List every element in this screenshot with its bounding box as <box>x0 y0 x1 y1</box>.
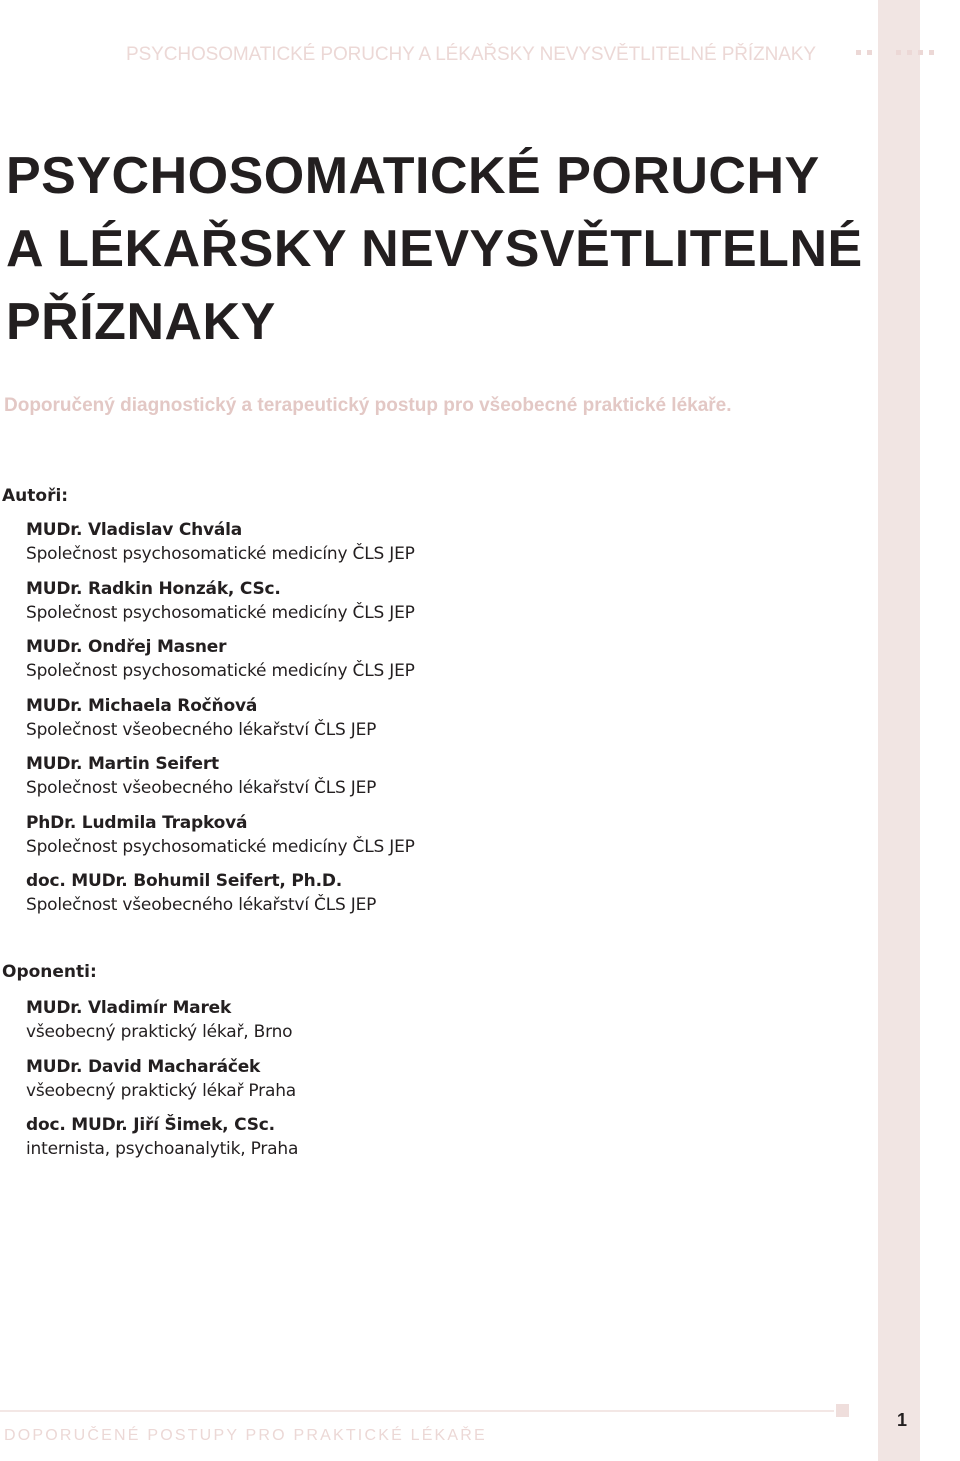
reviewer-affiliation: všeobecný praktický lékař Praha <box>26 1080 296 1101</box>
title-line: PŘÍZNAKY <box>6 293 276 351</box>
author-name: PhDr. Ludmila Trapková <box>26 812 248 833</box>
author-affiliation: Společnost psychosomatické medicíny ČLS JEP <box>26 544 415 564</box>
reviewers-heading: Oponenti: <box>2 962 97 982</box>
document-subtitle: Doporučený diagnostický a terapeutický postup pro všeobecné praktické lékaře. <box>4 395 732 416</box>
author-name: MUDr. Radkin Honzák, CSc. <box>26 578 281 599</box>
author-item <box>26 694 415 753</box>
author-affiliation: Společnost psychosomatické medicíny ČLS JEP <box>26 836 415 857</box>
author-name: MUDr. Michaela Ročňová <box>26 695 258 716</box>
reviewer-item <box>26 1055 298 1114</box>
reviewer-affiliation: internista, psychoanalytik, Praha <box>26 1139 299 1159</box>
author-item <box>26 518 415 577</box>
header-dots-ornament <box>856 50 934 55</box>
page-side-bar <box>878 0 920 1461</box>
title-line: PSYCHOSOMATICKÉ PORUCHY <box>6 147 820 205</box>
footer-divider <box>0 1410 834 1412</box>
reviewer-name: MUDr. Vladimír Marek <box>26 998 232 1018</box>
reviewer-item <box>26 996 298 1055</box>
author-name: MUDr. Martin Seifert <box>26 754 219 774</box>
author-item <box>26 752 415 811</box>
author-affiliation: Společnost všeobecného lékařství ČLS JEP <box>26 895 377 915</box>
reviewer-item <box>26 1113 298 1172</box>
author-name: MUDr. Ondřej Masner <box>26 637 227 657</box>
author-item <box>26 811 415 870</box>
page-number: 1 <box>896 1410 907 1430</box>
footer-series-title: DOPORUČENÉ POSTUPY PRO PRAKTICKÉ LÉKAŘE <box>4 1427 487 1444</box>
author-affiliation: Společnost psychosomatické medicíny ČLS JEP <box>26 602 415 623</box>
author-affiliation: Společnost všeobecného lékařství ČLS JEP <box>26 778 377 798</box>
document-title <box>6 140 863 359</box>
running-header: PSYCHOSOMATICKÉ PORUCHY A LÉKAŘSKY NEVYSVĚTLITELNÉ PŘÍZNAKY <box>126 44 816 65</box>
reviewer-name: MUDr. David Macharáček <box>26 1056 261 1077</box>
author-affiliation: Společnost psychosomatické medicíny ČLS JEP <box>26 661 415 681</box>
title-line: A LÉKAŘSKY NEVYSVĚTLITELNÉ <box>6 220 863 278</box>
reviewer-affiliation: všeobecný praktický lékař, Brno <box>26 1022 293 1042</box>
author-item <box>26 869 415 928</box>
reviewers-list <box>26 996 298 1172</box>
author-name: doc. MUDr. Bohumil Seifert, Ph.D. <box>26 871 343 891</box>
author-affiliation: Společnost všeobecného lékařství ČLS JEP <box>26 719 377 740</box>
author-item <box>26 635 415 694</box>
footer-square-ornament <box>836 1404 849 1417</box>
author-name: MUDr. Vladislav Chvála <box>26 520 243 540</box>
authors-list <box>26 518 415 928</box>
authors-heading: Autoři: <box>2 486 69 506</box>
reviewer-name: doc. MUDr. Jiří Šimek, CSc. <box>26 1115 275 1135</box>
author-item <box>26 577 415 636</box>
